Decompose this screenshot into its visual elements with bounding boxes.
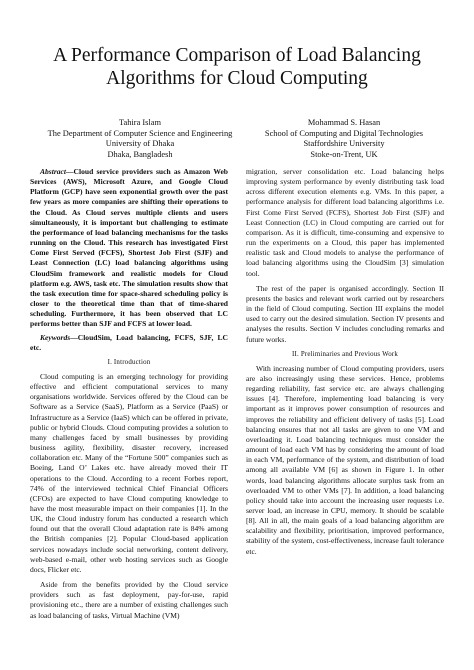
- paragraph: The rest of the paper is organised accordingly. Section II presents the basics and relevant work carried out by researchers in the field of Cloud computing. Section III explains the model used to carry out the desired simulation. Section IV presents and analyses the results. Section V includes concluding remarks and future works.: [246, 283, 444, 344]
- right-column: [246, 167, 444, 557]
- paper-title-line-1: A Performance Comparison of Load Balancing: [53, 45, 421, 66]
- author-block-2: [244, 118, 444, 160]
- abstract: [30, 167, 228, 330]
- paper-title-line-2: Algorithms for Cloud Computing: [106, 68, 368, 89]
- section-heading-introduction: I. Introduction: [107, 358, 151, 366]
- author-affiliation: School of Computing and Digital Technologies: [264, 128, 424, 138]
- abstract-text: —Cloud service providers such as Amazon Web Services (AWS), Microsoft Azure, and Google Cloud Platform (GCP) have seen exponential growth over the past few years as more companies are shifting their operations to the Cloud. As Cloud serves multiple clients and users simultaneously, it is important but challenging to estimate the performance of load balancing mechanisms for the tasks running on the Cloud. This research has investigated First Come First Served (FCFS), Shortest Job First (SJF) and Least Connection (LC) load balancing algorithms using CloudSim framework and realistic models for Cloud platform e.g. AWS, task etc. The simulation results show that the task execution time for space-shared scheduling policy is closer to the theoretical time than that of time-shared scheduling. Furthermore, it has been observed that LC performs better than SJF and FCFS at lower load.: [30, 167, 228, 329]
- section-heading-preliminaries: II. Preliminaries and Previous Work: [291, 350, 399, 358]
- keywords: [30, 333, 228, 353]
- left-column: [30, 167, 228, 621]
- author-affiliation: The Department of Computer Science and Engineering: [47, 128, 233, 138]
- paragraph: With increasing number of Cloud computing providers, users are also increasingly using these services. Hence, problems regarding reliability, fast service etc. are always challenging issues [4]. Therefore, implementing load balancing is very important as it improves power consumption of resources and improves the reliability and efficient delivery of tasks [5]. Load balancing ensures that not all tasks are given to one VM and overloading it. Load balancing techniques must consider the amount of load each VM has by considering the amount of load in each VM, performance of the system, and distribution of load among all available VM [6] as shown in Figure 1. In other words, load balancing algorithms allocate surplus task from an overloaded VM to other VMs [7]. In addition, a load balancing policy should take into account the increasing user requests i.e. server load, an increase in CPU, memory. It should be scalable [8]. All in all, the main goals of a load balancing algorithm are scalability and flexibility, prioritisation, improved performance, stability of the system, cost-effectiveness, increase fault tolerance etc.: [246, 363, 444, 556]
- keywords-text: —CloudSim, Load balancing, FCFS, SJF, LC etc.: [30, 332, 228, 352]
- paragraph: Cloud computing is an emerging technology for providing effective and efficient computational services to many organisations worldwide. Services offered by the Cloud can be Software as a Service (SaaS), Platform as a Service (PaaS) or Infrastructure as a Service (IaaS) which can be offered in private, public or hybrid Clouds. Cloud computing provides a solution to many challenges faced by small businesses by providing business agility, flexibility, disaster recovery, increased collaboration etc. Many of the “Fortune 500” companies such as Boeing, Land O’ Lakes etc. have already moved their IT operations to the Cloud. According to a recent Forbes report, 74% of the interviewed technical Chief Financial Officers (CFOs) are expected to have Cloud computing knowledge to have the most measurable impact on their companies [1]. In the UK, the Cloud industry forum has conducted a research which found out that the overall Cloud adaptation rate is 84% among the British companies [2]. Popular Cloud-based application services nowadays include social networking, content delivery, web-based e-mail, other web hosting services such as Google docs, Flicker etc.: [30, 371, 228, 574]
- author-affiliation: Stoke-on-Trent, UK: [310, 149, 378, 159]
- author-name: Tahira Islam: [119, 118, 161, 127]
- author-affiliation: Staffordshire University: [303, 139, 385, 149]
- paragraph: Aside from the benefits provided by the Cloud service providers such as fast deployment, pay-for-use, rapid provisioning etc., there are a number of existing challenges such as load balancing of tasks, Virtual Machine (VM): [30, 580, 228, 620]
- author-block-1: [40, 118, 240, 160]
- keywords-label: Keywords: [40, 332, 71, 342]
- author-affiliation: Dhaka, Bangladesh: [107, 149, 173, 159]
- author-affiliation: University of Dhaka: [105, 139, 175, 149]
- abstract-label: Abstract: [40, 167, 66, 176]
- paragraph: migration, server consolidation etc. Load balancing helps improving system performance by evenly distributing task load across different execution elements e.g. VMs. In this paper, a performance analysis for different load balancing algorithms i.e. First Come First Served (FCFS), Shortest Job First (SJF) and Least Connection (LC) in Cloud computing are carried out for comparison. As it is difficult, time-consuming and expensive to run the experiments on a Cloud, this paper has implemented realistic task and Cloud models to analyse the performance of load balancing algorithms using the CloudSim [3] simulation tool.: [246, 167, 444, 278]
- author-name: Mohammad S. Hasan: [307, 118, 381, 127]
